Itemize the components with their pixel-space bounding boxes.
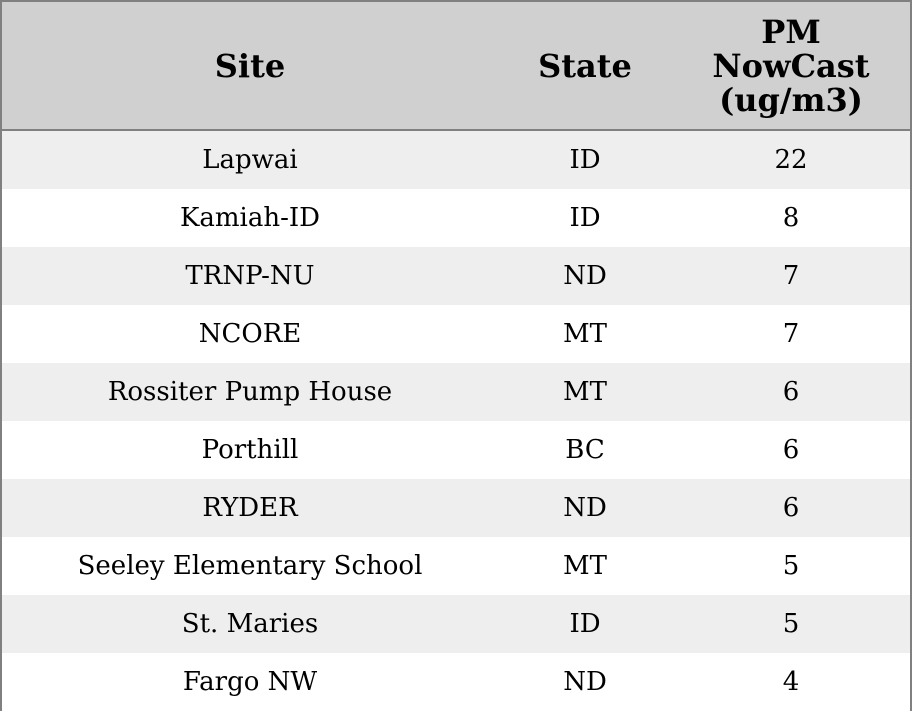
cell-state: ID xyxy=(569,203,601,233)
column-header-pm-nowcast xyxy=(672,2,910,129)
table-body xyxy=(2,131,910,711)
cell-site: Lapwai xyxy=(202,145,298,175)
table-row xyxy=(2,247,910,305)
column-header-site-label: Site xyxy=(214,46,286,85)
cell-site: RYDER xyxy=(202,493,298,523)
cell-pm-nowcast: 7 xyxy=(782,319,800,349)
table-row xyxy=(2,421,910,479)
cell-state: MT xyxy=(563,377,607,407)
cell-site: Fargo NW xyxy=(182,667,318,697)
table-row xyxy=(2,189,910,247)
table-row xyxy=(2,305,910,363)
cell-pm-nowcast: 6 xyxy=(782,435,800,465)
cell-pm-nowcast: 6 xyxy=(782,377,800,407)
table-row xyxy=(2,595,910,653)
cell-site: Porthill xyxy=(201,435,299,465)
cell-state: MT xyxy=(563,319,607,349)
cell-pm-nowcast: 6 xyxy=(782,493,800,523)
table-row xyxy=(2,479,910,537)
cell-site: NCORE xyxy=(198,319,302,349)
column-header-state-label: State xyxy=(538,46,632,85)
cell-pm-nowcast: 7 xyxy=(782,261,800,291)
cell-pm-nowcast: 8 xyxy=(782,203,800,233)
table-row xyxy=(2,363,910,421)
table-header xyxy=(2,2,910,131)
cell-state: ND xyxy=(563,667,607,697)
cell-pm-nowcast: 5 xyxy=(782,551,800,581)
cell-site: Rossiter Pump House xyxy=(107,377,393,407)
cell-site: TRNP-NU xyxy=(185,261,315,291)
cell-pm-nowcast: 5 xyxy=(782,609,800,639)
cell-pm-nowcast: 22 xyxy=(774,145,808,175)
cell-state: ID xyxy=(569,145,601,175)
cell-site: St. Maries xyxy=(181,609,319,639)
cell-state: MT xyxy=(563,551,607,581)
cell-state: ID xyxy=(569,609,601,639)
table-row xyxy=(2,131,910,189)
cell-site: Kamiah-ID xyxy=(179,203,321,233)
column-header-state xyxy=(498,2,672,129)
cell-state: ND xyxy=(563,493,607,523)
cell-state: BC xyxy=(565,435,605,465)
column-header-site xyxy=(2,2,498,129)
cell-state: ND xyxy=(563,261,607,291)
table-row xyxy=(2,537,910,595)
cell-pm-nowcast: 4 xyxy=(782,667,800,697)
cell-site: Seeley Elementary School xyxy=(77,551,423,581)
column-header-pm-nowcast-label: PM NowCast (ug/m3) xyxy=(712,12,870,119)
table-row xyxy=(2,653,910,711)
